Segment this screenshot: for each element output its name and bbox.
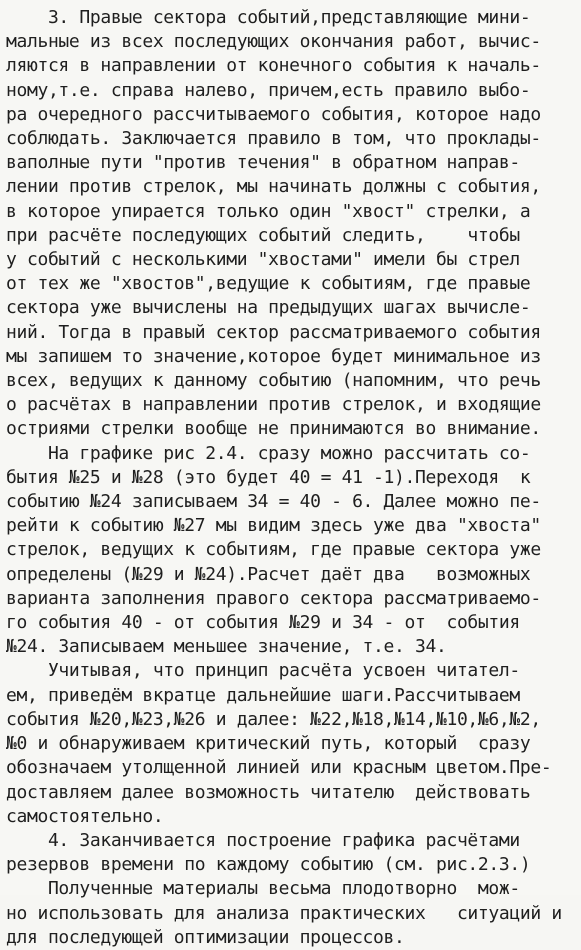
text-line: от тех же "хвостов",ведущие к событиям, где правые <box>6 273 531 295</box>
text-line: мальные из всех последующих окончания работ, вычис- <box>6 31 541 53</box>
text-line: доставляем далее возможность читателю действовать <box>6 781 531 803</box>
text-line: всех, ведущих к данному событию (напомним, что речь <box>6 370 541 392</box>
text-line: при расчёте последующих событий следить, чтобы <box>6 224 520 246</box>
text-line: бытия №25 и №28 (это будет 40 = 41 -1).Переходя к <box>6 466 531 488</box>
text-line: определены (№29 и №24).Расчет даёт два возможных <box>6 563 531 585</box>
text-line: у событий с несколькими "хвостами" имели бы стрел <box>6 249 520 271</box>
text-line: соблюдать. Заключается правило в том, что проклады- <box>6 128 541 150</box>
text-line: 3. Правые сектора событий,представляющие мини- <box>6 7 531 28</box>
text-line: событию №24 записываем 34 = 40 - 6. Далее можно пе- <box>6 491 541 513</box>
paragraph-figure-calculation <box>6 442 575 660</box>
text-line: ляются в направлении от конечного события к началь- <box>6 55 541 77</box>
paragraph-conclusion <box>6 877 575 950</box>
text-line: ному,т.е. справа налево, причем,есть правило выбо- <box>6 79 531 101</box>
text-line: 4. Заканчивается построение графика расчётами <box>6 829 520 851</box>
text-line: ра очередного рассчитываемого события, которое надо <box>6 103 541 125</box>
text-line: №0 и обнаруживаем критический путь, который сразу <box>6 733 531 755</box>
text-line: обозначаем утолщенной линией или красным цветом.Пре- <box>6 757 552 779</box>
text-line: самостоятельно. <box>6 805 164 827</box>
text-line: события №20,№23,№26 и далее: №22,№18,№14,№10,№6,№2, <box>6 708 541 730</box>
text-line: На графике рис 2.4. сразу можно рассчитать со- <box>6 442 531 464</box>
text-line: лении против стрелок, мы начинать должны с события, <box>6 176 541 198</box>
text-line: для последующей оптимизации процессов. <box>6 926 405 948</box>
text-line: мы запишем то значение,которое будет минимальное из <box>6 345 541 367</box>
text-line: №24. Записываем меньшее значение, т.е. 34. <box>6 636 447 658</box>
text-line: го события 40 - от события №29 и 34 - от события <box>6 612 520 634</box>
text-line: ний. Тогда в правый сектор рассматриваемого события <box>6 321 541 343</box>
text-line: в которое упирается только один "хвост" стрелки, а <box>6 200 531 222</box>
text-line: сектора уже вычислены на предыдущих шагах вычисле- <box>6 297 531 319</box>
text-line: Полученные материалы весьма плодотворно мож- <box>6 878 520 900</box>
paragraph-3 <box>6 6 575 442</box>
paragraph-critical-path <box>6 659 575 828</box>
text-line: рейти к событию №27 мы видим здесь уже два "хвоста" <box>6 515 541 537</box>
text-line: ем, приведём вкратце дальнейшие шаги.Рассчитываем <box>6 684 520 706</box>
text-line: о расчётах в направлении против стрелок, и входящие <box>6 394 541 416</box>
paragraph-4 <box>6 829 575 877</box>
text-line: но использовать для анализа практических ситуаций и <box>6 902 562 924</box>
text-line: варианта заполнения правого сектора рассматриваемо- <box>6 587 541 609</box>
text-line: ваполные пути "против течения" в обратном направ- <box>6 152 520 174</box>
text-line: стрелок, ведущих к событиям, где правые сектора уже <box>6 539 541 561</box>
text-line: резервов времени по каждому событию (см. рис.2.3.) <box>6 854 531 876</box>
text-line: остриями стрелки вообще не принимаются во внимание. <box>6 418 541 440</box>
text-line: Учитывая, что принцип расчёта усвоен читател- <box>6 660 520 682</box>
